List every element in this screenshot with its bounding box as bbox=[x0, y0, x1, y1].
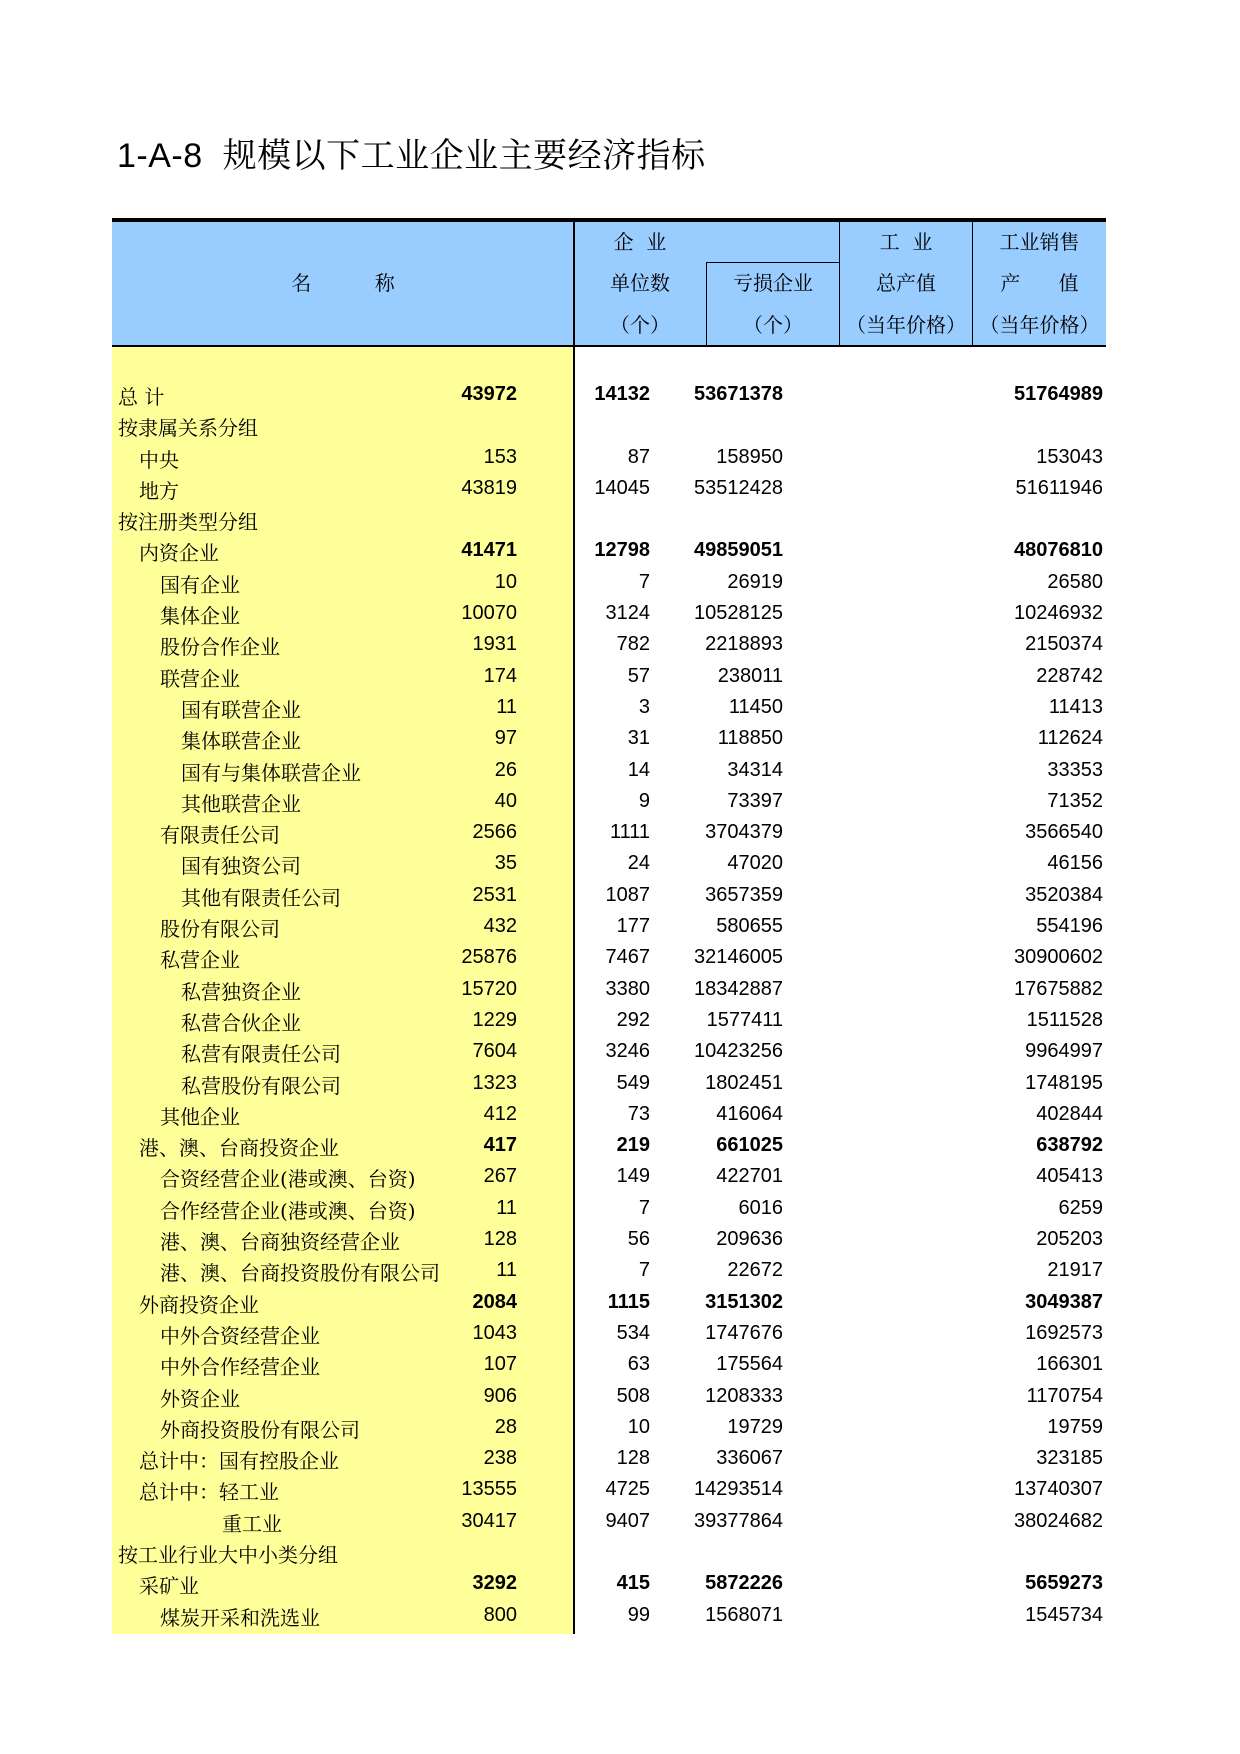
output-cell: 19729 bbox=[727, 1415, 783, 1438]
divider-enterprise-group bbox=[706, 262, 839, 263]
row-label: 私营企业 bbox=[160, 948, 240, 973]
output-cell: 2218893 bbox=[705, 633, 783, 656]
row-label: 股份合作企业 bbox=[160, 635, 280, 660]
sales-cell: 38024682 bbox=[1014, 1509, 1103, 1532]
header-units-line2: （个） bbox=[610, 313, 670, 337]
output-cell: 6016 bbox=[738, 1196, 783, 1219]
table-row bbox=[112, 378, 1106, 409]
loss-cell: 149 bbox=[616, 1165, 650, 1188]
table-row bbox=[112, 722, 1106, 753]
table-row bbox=[112, 1505, 1106, 1536]
table-row bbox=[112, 1223, 1106, 1254]
units-cell: 3292 bbox=[472, 1572, 517, 1595]
output-cell: 1577411 bbox=[706, 1008, 783, 1031]
sales-cell: 6259 bbox=[1058, 1196, 1103, 1219]
units-cell: 10 bbox=[494, 570, 517, 593]
row-label: 私营独资企业 bbox=[181, 979, 301, 1004]
loss-cell: 219 bbox=[616, 1134, 650, 1157]
table-row bbox=[112, 1192, 1106, 1223]
row-label: 中央 bbox=[139, 447, 179, 472]
row-label: 集体联营企业 bbox=[181, 729, 301, 754]
sales-cell: 46156 bbox=[1047, 852, 1103, 875]
units-cell: 13555 bbox=[461, 1478, 517, 1501]
header-output-line0: 工 业 bbox=[879, 230, 933, 254]
loss-cell: 508 bbox=[616, 1384, 650, 1407]
sales-cell: 33353 bbox=[1047, 758, 1103, 781]
units-cell: 11 bbox=[496, 1196, 517, 1219]
loss-cell: 415 bbox=[616, 1572, 650, 1595]
header-output-line1: 总产值 bbox=[876, 271, 936, 295]
loss-cell: 57 bbox=[627, 664, 650, 687]
table-row bbox=[112, 1442, 1106, 1473]
row-label: 国有企业 bbox=[160, 572, 240, 597]
table-row bbox=[112, 1473, 1106, 1504]
sales-cell: 11413 bbox=[1048, 695, 1103, 718]
header-loss-line1: 亏损企业 bbox=[733, 271, 813, 295]
loss-cell: 10 bbox=[627, 1415, 650, 1438]
table-row bbox=[112, 1536, 1106, 1567]
table-row bbox=[112, 1317, 1106, 1348]
units-cell: 2531 bbox=[472, 883, 517, 906]
output-cell: 1747676 bbox=[705, 1321, 783, 1344]
row-label: 地方 bbox=[139, 478, 179, 503]
table-row bbox=[112, 973, 1106, 1004]
loss-cell: 7 bbox=[638, 1196, 650, 1219]
table-row bbox=[112, 628, 1106, 659]
output-cell: 34314 bbox=[727, 758, 783, 781]
loss-cell: 12798 bbox=[594, 539, 650, 562]
units-cell: 1323 bbox=[472, 1071, 517, 1094]
table-row bbox=[112, 847, 1106, 878]
units-cell: 174 bbox=[483, 664, 517, 687]
row-label: 私营股份有限公司 bbox=[181, 1073, 341, 1098]
sales-cell: 166301 bbox=[1036, 1353, 1103, 1376]
row-label: 总计中：国有控股企业 bbox=[139, 1449, 339, 1474]
units-cell: 10070 bbox=[461, 602, 517, 625]
sales-cell: 19759 bbox=[1047, 1415, 1103, 1438]
row-label: 外商投资股份有限公司 bbox=[160, 1417, 360, 1442]
units-cell: 1043 bbox=[472, 1321, 517, 1344]
output-cell: 3151302 bbox=[705, 1290, 783, 1313]
output-cell: 18342887 bbox=[694, 977, 783, 1000]
output-cell: 1802451 bbox=[705, 1071, 783, 1094]
loss-cell: 14132 bbox=[594, 383, 650, 405]
table-row bbox=[112, 1098, 1106, 1129]
units-cell: 11 bbox=[496, 1259, 517, 1282]
loss-cell: 7 bbox=[638, 1259, 650, 1282]
output-cell: 422701 bbox=[716, 1165, 783, 1188]
row-label: 总 计 bbox=[118, 385, 165, 409]
sales-cell: 1545734 bbox=[1025, 1603, 1103, 1626]
output-cell: 158950 bbox=[716, 445, 783, 468]
output-cell: 14293514 bbox=[694, 1478, 783, 1501]
row-label: 外商投资企业 bbox=[139, 1292, 259, 1317]
output-cell: 10423256 bbox=[694, 1040, 783, 1063]
output-cell: 118850 bbox=[717, 727, 783, 750]
row-label: 国有与集体联营企业 bbox=[181, 760, 361, 785]
table-row bbox=[112, 409, 1106, 440]
row-label: 总计中：轻工业 bbox=[139, 1480, 279, 1505]
sales-cell: 402844 bbox=[1036, 1102, 1103, 1125]
sales-cell: 3049387 bbox=[1025, 1290, 1103, 1313]
loss-cell: 14045 bbox=[594, 476, 650, 499]
header-sales-line2: （当年价格） bbox=[979, 313, 1100, 337]
units-cell: 43819 bbox=[461, 476, 517, 499]
output-cell: 336067 bbox=[716, 1447, 783, 1470]
output-cell: 49859051 bbox=[694, 539, 783, 562]
output-cell: 416064 bbox=[716, 1102, 783, 1125]
loss-cell: 87 bbox=[627, 445, 650, 468]
output-cell: 3704379 bbox=[705, 821, 783, 844]
loss-cell: 1087 bbox=[605, 883, 650, 906]
loss-cell: 782 bbox=[616, 633, 650, 656]
sales-cell: 17675882 bbox=[1014, 977, 1103, 1000]
sales-cell: 2150374 bbox=[1025, 633, 1103, 656]
output-cell: 238011 bbox=[717, 664, 783, 687]
units-cell: 128 bbox=[483, 1228, 517, 1251]
table-row bbox=[112, 1411, 1106, 1442]
row-label: 联营企业 bbox=[160, 666, 240, 691]
units-cell: 30417 bbox=[461, 1509, 517, 1532]
page-title bbox=[117, 128, 706, 177]
sales-cell: 228742 bbox=[1036, 664, 1103, 687]
output-cell: 580655 bbox=[716, 915, 783, 938]
row-label: 中外合资经营企业 bbox=[160, 1323, 320, 1348]
loss-cell: 63 bbox=[627, 1353, 650, 1376]
output-cell: 11450 bbox=[728, 695, 783, 718]
units-cell: 7604 bbox=[472, 1040, 517, 1063]
output-cell: 1568071 bbox=[705, 1603, 783, 1626]
sales-cell: 1170754 bbox=[1026, 1384, 1103, 1407]
units-cell: 41471 bbox=[461, 539, 517, 562]
units-cell: 97 bbox=[494, 727, 517, 750]
sales-cell: 405413 bbox=[1036, 1165, 1103, 1188]
data-table-body bbox=[112, 378, 1106, 1630]
loss-cell: 1111 bbox=[609, 821, 650, 844]
row-label: 港、澳、台商投资股份有限公司 bbox=[160, 1261, 440, 1286]
row-label: 其他联营企业 bbox=[181, 791, 301, 816]
output-cell: 26919 bbox=[727, 570, 783, 593]
row-label: 港、澳、台商独资经营企业 bbox=[160, 1230, 400, 1255]
sales-cell: 1511528 bbox=[1026, 1008, 1103, 1031]
output-cell: 175564 bbox=[716, 1353, 783, 1376]
loss-cell: 549 bbox=[616, 1071, 650, 1094]
units-cell: 238 bbox=[483, 1447, 517, 1470]
output-cell: 53512428 bbox=[694, 476, 783, 499]
table-row bbox=[112, 910, 1106, 941]
header-loss-line2: （个） bbox=[743, 313, 803, 337]
units-cell: 1229 bbox=[472, 1008, 517, 1031]
output-cell: 53671378 bbox=[694, 383, 783, 405]
table-row bbox=[112, 691, 1106, 722]
output-cell: 10528125 bbox=[694, 602, 783, 625]
row-label: 合资经营企业(港或澳、台资) bbox=[160, 1167, 416, 1192]
units-cell: 28 bbox=[494, 1415, 517, 1438]
row-label: 重工业 bbox=[222, 1511, 282, 1536]
output-cell: 39377864 bbox=[694, 1509, 783, 1532]
loss-cell: 73 bbox=[627, 1102, 650, 1125]
table-row bbox=[112, 754, 1106, 785]
loss-cell: 24 bbox=[627, 852, 650, 875]
units-cell: 107 bbox=[483, 1353, 517, 1376]
table-row bbox=[112, 1254, 1106, 1285]
sales-cell: 1692573 bbox=[1025, 1321, 1103, 1344]
sales-cell: 9964997 bbox=[1025, 1040, 1103, 1063]
header-output-line2: （当年价格） bbox=[846, 313, 966, 337]
row-label: 集体企业 bbox=[160, 604, 240, 629]
row-label: 有限责任公司 bbox=[160, 823, 280, 848]
table-row bbox=[112, 503, 1106, 534]
sales-cell: 71352 bbox=[1047, 789, 1103, 812]
table-row bbox=[112, 816, 1106, 847]
table-row bbox=[112, 566, 1106, 597]
units-cell: 25876 bbox=[461, 946, 517, 969]
row-label: 其他有限责任公司 bbox=[181, 885, 341, 910]
header-name: 名 称 bbox=[291, 271, 395, 295]
loss-cell: 31 bbox=[627, 727, 650, 750]
table-row bbox=[112, 441, 1106, 472]
row-label: 私营有限责任公司 bbox=[181, 1042, 341, 1067]
sales-cell: 48076810 bbox=[1014, 539, 1103, 562]
table-row bbox=[112, 1599, 1106, 1630]
output-cell: 47020 bbox=[727, 852, 783, 875]
loss-cell: 3246 bbox=[605, 1040, 650, 1063]
loss-cell: 177 bbox=[616, 915, 650, 938]
row-label: 按隶属关系分组 bbox=[118, 416, 258, 441]
header-bottom-rule bbox=[112, 345, 1106, 347]
loss-cell: 14 bbox=[627, 758, 650, 781]
sales-cell: 554196 bbox=[1036, 915, 1103, 938]
table-code: 1-A-8 bbox=[117, 137, 203, 175]
table-row bbox=[112, 1160, 1106, 1191]
output-cell: 3657359 bbox=[705, 883, 783, 906]
loss-cell: 3 bbox=[638, 695, 650, 718]
loss-cell: 128 bbox=[616, 1447, 650, 1470]
sales-cell: 112624 bbox=[1037, 727, 1103, 750]
sales-cell: 51764989 bbox=[1014, 383, 1103, 405]
sales-cell: 153043 bbox=[1036, 445, 1103, 468]
sales-cell: 1748195 bbox=[1025, 1071, 1103, 1094]
loss-cell: 4725 bbox=[605, 1478, 650, 1501]
row-label: 国有联营企业 bbox=[181, 697, 301, 722]
sales-cell: 5659273 bbox=[1025, 1572, 1103, 1595]
row-label: 合作经营企业(港或澳、台资) bbox=[160, 1198, 416, 1223]
loss-cell: 534 bbox=[616, 1321, 650, 1344]
output-cell: 1208333 bbox=[705, 1384, 783, 1407]
sales-cell: 13740307 bbox=[1014, 1478, 1103, 1501]
loss-cell: 9 bbox=[638, 789, 650, 812]
row-label: 其他企业 bbox=[160, 1104, 240, 1129]
table-row bbox=[112, 534, 1106, 565]
header-enterprise-group: 企 业 bbox=[613, 230, 667, 254]
row-label: 外资企业 bbox=[160, 1386, 240, 1411]
row-label: 采矿业 bbox=[139, 1574, 199, 1599]
loss-cell: 99 bbox=[627, 1603, 650, 1626]
table-row bbox=[112, 472, 1106, 503]
row-label: 国有独资公司 bbox=[181, 854, 301, 879]
units-cell: 11 bbox=[496, 695, 517, 718]
table-row bbox=[112, 1380, 1106, 1411]
table-row bbox=[112, 879, 1106, 910]
sales-cell: 10246932 bbox=[1014, 602, 1103, 625]
units-cell: 26 bbox=[494, 758, 517, 781]
row-label: 内资企业 bbox=[139, 541, 219, 566]
units-cell: 800 bbox=[483, 1603, 517, 1626]
table-row bbox=[112, 785, 1106, 816]
units-cell: 267 bbox=[483, 1165, 517, 1188]
header-sales-line1: 产 值 bbox=[1000, 271, 1079, 295]
sales-cell: 26580 bbox=[1047, 570, 1103, 593]
output-cell: 73397 bbox=[727, 789, 783, 812]
units-cell: 35 bbox=[494, 852, 517, 875]
table-row bbox=[112, 1567, 1106, 1598]
row-label: 中外合作经营企业 bbox=[160, 1355, 320, 1380]
sales-cell: 21917 bbox=[1047, 1259, 1103, 1282]
sales-cell: 323185 bbox=[1036, 1447, 1103, 1470]
units-cell: 43972 bbox=[461, 383, 517, 405]
units-cell: 2084 bbox=[472, 1290, 517, 1313]
loss-cell: 9407 bbox=[605, 1509, 650, 1532]
loss-cell: 3124 bbox=[605, 602, 650, 625]
units-cell: 432 bbox=[483, 915, 517, 938]
table-row bbox=[112, 1286, 1106, 1317]
loss-cell: 56 bbox=[627, 1228, 650, 1251]
units-cell: 906 bbox=[483, 1384, 517, 1407]
row-label: 煤炭开采和洗选业 bbox=[160, 1605, 320, 1630]
table-row bbox=[112, 597, 1106, 628]
row-label: 港、澳、台商投资企业 bbox=[139, 1136, 339, 1161]
output-cell: 209636 bbox=[716, 1228, 783, 1251]
sales-cell: 30900602 bbox=[1014, 946, 1103, 969]
table-row bbox=[112, 660, 1106, 691]
units-cell: 40 bbox=[494, 789, 517, 812]
loss-cell: 1115 bbox=[607, 1290, 650, 1313]
output-cell: 32146005 bbox=[694, 946, 783, 969]
loss-cell: 7467 bbox=[605, 946, 650, 969]
loss-cell: 292 bbox=[616, 1008, 650, 1031]
table-row bbox=[112, 941, 1106, 972]
units-cell: 417 bbox=[483, 1134, 517, 1157]
sales-cell: 638792 bbox=[1036, 1134, 1103, 1157]
table-name: 规模以下工业企业主要经济指标 bbox=[222, 136, 706, 176]
header-units-line1: 单位数 bbox=[610, 271, 670, 295]
units-cell: 1931 bbox=[472, 633, 517, 656]
units-cell: 153 bbox=[483, 445, 517, 468]
table-row bbox=[112, 1035, 1106, 1066]
output-cell: 661025 bbox=[716, 1134, 783, 1157]
units-cell: 412 bbox=[483, 1102, 517, 1125]
row-label: 按工业行业大中小类分组 bbox=[118, 1542, 338, 1567]
sales-cell: 3566540 bbox=[1025, 821, 1103, 844]
sales-cell: 205203 bbox=[1036, 1228, 1103, 1251]
loss-cell: 7 bbox=[638, 570, 650, 593]
output-cell: 5872226 bbox=[705, 1572, 783, 1595]
sales-cell: 51611946 bbox=[1015, 476, 1103, 499]
units-cell: 15720 bbox=[461, 977, 517, 1000]
header-sales-line0: 工业销售 bbox=[999, 230, 1080, 254]
units-cell: 2566 bbox=[472, 821, 517, 844]
row-label: 股份有限公司 bbox=[160, 917, 280, 942]
output-cell: 22672 bbox=[727, 1259, 783, 1282]
loss-cell: 3380 bbox=[605, 977, 650, 1000]
row-label: 私营合伙企业 bbox=[181, 1010, 301, 1035]
table-row bbox=[112, 1129, 1106, 1160]
table-row bbox=[112, 1348, 1106, 1379]
sales-cell: 3520384 bbox=[1025, 883, 1103, 906]
row-label: 按注册类型分组 bbox=[118, 510, 258, 535]
table-row bbox=[112, 1067, 1106, 1098]
table-row bbox=[112, 1004, 1106, 1035]
